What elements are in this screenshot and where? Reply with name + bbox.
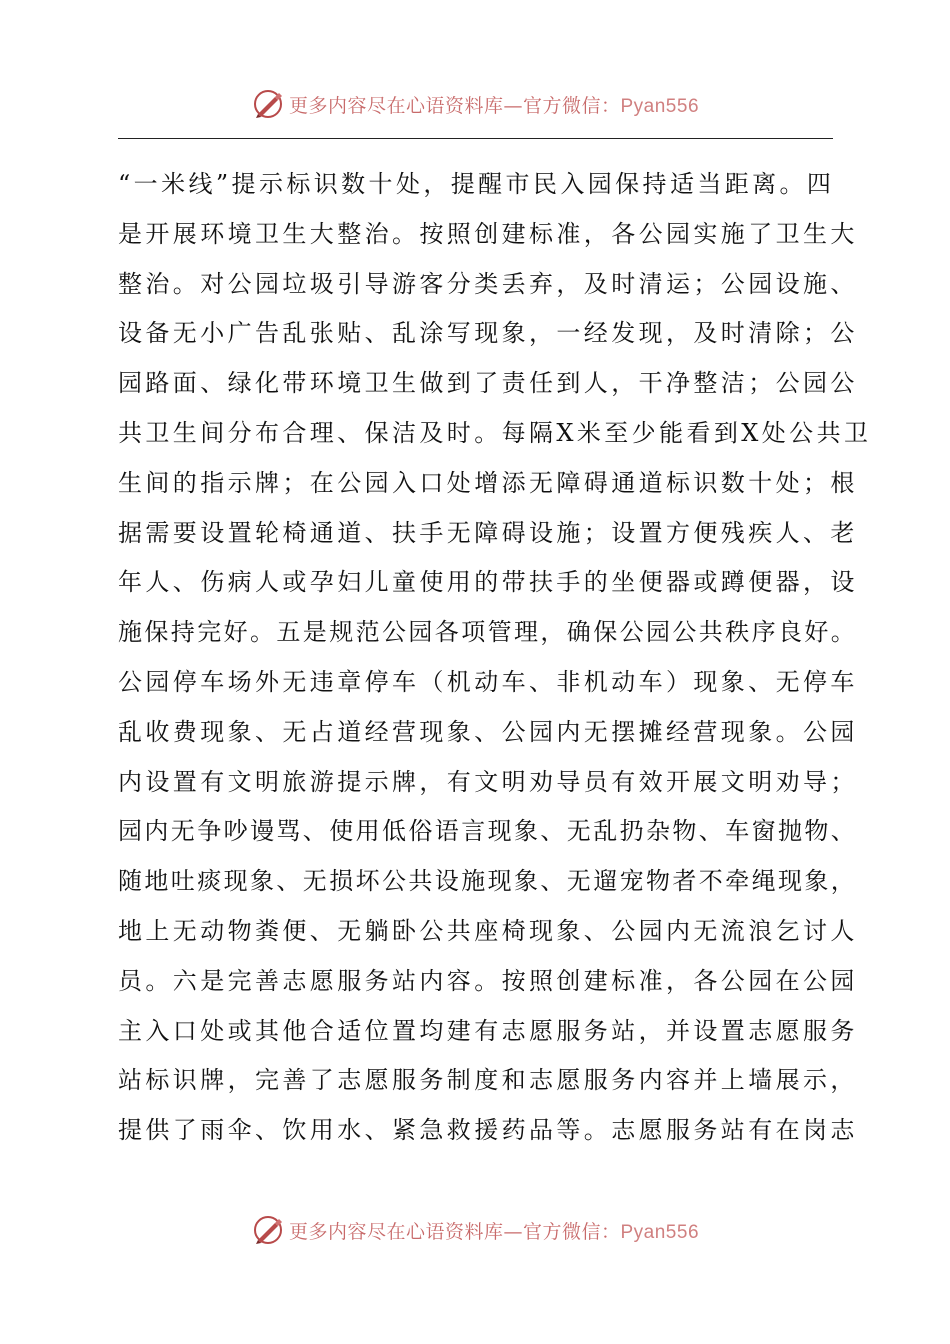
- body-line: 设备无小广告乱张贴、乱涂写现象，一经发现，及时清除；公: [118, 319, 858, 348]
- body-line: 内设置有文明旅游提示牌，有文明劝导员有效开展文明劝导；: [118, 767, 858, 796]
- header-banner: [0, 84, 950, 124]
- footer-banner: [0, 1210, 950, 1250]
- header-prefix: 更多内容尽在心语资料库—: [288, 94, 523, 117]
- body-line: 地上无动物粪便、无躺卧公共座椅现象、公园内无流浪乞讨人: [118, 916, 858, 945]
- body-line: 施保持完好。五是规范公园各项管理，确保公园公共秩序良好。: [118, 618, 858, 647]
- footer-prefix: 更多内容尽在心语资料库—: [288, 1220, 523, 1243]
- body-line: 站标识牌，完善了志愿服务制度和志愿服务内容并上墙展示，: [118, 1066, 858, 1095]
- header-suffix-label: 官方微信：: [522, 94, 621, 117]
- body-line: 年人、伤病人或孕妇儿童使用的带扶手的坐便器或蹲便器，设: [118, 568, 858, 597]
- body-line: 整治。对公园垃圾引导游客分类丢弃，及时清运；公园设施、: [118, 269, 858, 298]
- body-line: 公园停车场外无违章停车（机动车、非机动车）现象、无停车: [118, 667, 858, 696]
- footer-text: [289, 1217, 699, 1244]
- pen-logo-icon: [251, 1213, 285, 1247]
- header-wechat-id: Pyan556: [620, 95, 700, 117]
- body-line: 员。六是完善志愿服务站内容。按照创建标准，各公园在公园: [118, 966, 858, 995]
- footer-suffix-label: 官方微信：: [522, 1220, 621, 1243]
- pen-logo-icon: [251, 87, 285, 121]
- body-line: 共卫生间分布合理、保洁及时。每隔X米至少能看到X处公共卫: [118, 418, 872, 447]
- body-line: 据需要设置轮椅通道、扶手无障碍设施；设置方便残疾人、老: [118, 518, 858, 547]
- body-line: 园路面、绿化带环境卫生做到了责任到人，干净整洁；公园公: [118, 369, 858, 398]
- body-line: 随地吐痰现象、无损坏公共设施现象、无遛宠物者不牵绳现象，: [118, 867, 858, 896]
- body-line: 生间的指示牌；在公园入口处增添无障碍通道标识数十处；根: [118, 468, 858, 497]
- body-line: 提供了雨伞、饮用水、紧急救援药品等。志愿服务站有在岗志: [118, 1116, 858, 1145]
- document-body: [118, 160, 872, 1156]
- footer-wechat-id: Pyan556: [620, 1221, 700, 1243]
- body-line: 乱收费现象、无占道经营现象、公园内无摆摊经营现象。公园: [118, 717, 858, 746]
- body-line: 园内无争吵谩骂、使用低俗语言现象、无乱扔杂物、车窗抛物、: [118, 817, 858, 846]
- body-line: “一米线”提示标识数十处，提醒市民入园保持适当距离。四: [118, 170, 835, 198]
- header-text: [289, 91, 699, 118]
- body-line: 是开展环境卫生大整治。按照创建标准，各公园实施了卫生大: [118, 219, 858, 248]
- header-divider: [118, 138, 833, 139]
- body-line: 主入口处或其他合适位置均建有志愿服务站，并设置志愿服务: [118, 1016, 858, 1045]
